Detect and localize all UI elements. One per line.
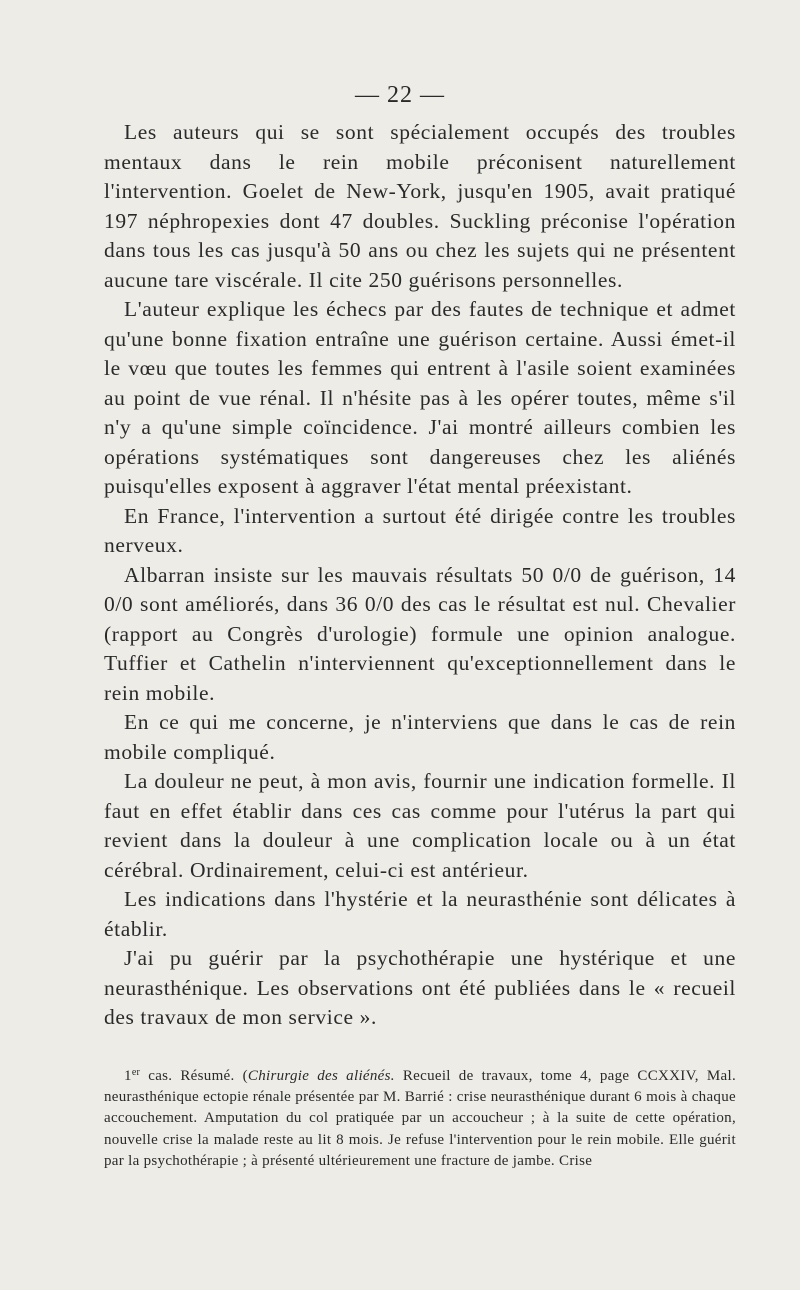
paragraph: En ce qui me concerne, je n'interviens que dans le cas de rein mobile compliqué. — [104, 710, 736, 764]
footnote-citation-open: ( — [242, 1068, 248, 1084]
footnote-paragraph — [104, 1066, 736, 1172]
footnote — [104, 1066, 736, 1172]
paragraph: La douleur ne peut, à mon avis, fournir une indication formelle. Il faut en effet établir dans ces cas comme pour l'utérus la part qui revient dans la douleur à une complication locale ou à un état cérébral. Ordinairement, celui-ci est antérieur. — [104, 769, 736, 882]
paragraph: L'auteur explique les échecs par des fautes de technique et admet qu'une bonne fixation entraîne une guérison certaine. Aussi émet-il le vœu que toutes les femmes qui entrent à l'asile soient examinées au point de vue rénal. Il n'hésite pas à les opérer toutes, même s'il n'y a qu'une simple coïncidence. J'ai montré ailleurs combien les opérations systématiques sont dangereuses chez les aliénés puisqu'elles exposent à aggraver l'état mental préexistant. — [104, 297, 736, 498]
footnote-text: Recueil de travaux, tome 4, page CCXXIV, Mal. neurasthénique ectopie rénale présentée par M. Barrié : crise neurasthénique durant 6 mois à chaque accouchement. Amputation du col pratiquée par un accoucheur ; à la suite de cette opération, nouvelle crise la malade reste au lit 8 mois. Je refuse l'intervention pour le rein mobile. Elle guérit par la psychothérapie ; à présenté ultérieurement une fracture de jambe. Crise — [104, 1068, 736, 1169]
paragraph: Les auteurs qui se sont spécialement occupés des troubles mentaux dans le rein mobile préconisent naturellement l'intervention. Goelet de New-York, jusqu'en 1905, avait pratiqué 197 néphropexies dont 47 doubles. Suckling préconise l'opération dans tous les cas jusqu'à 50 ans ou chez les sujets qui ne présentent aucune tare viscérale. Il cite 250 guérisons personnelles. — [104, 120, 736, 292]
footnote-citation-title: Chirurgie des aliénés. — [247, 1068, 395, 1084]
paragraph: Albarran insiste sur les mauvais résultats 50 0/0 de guérison, 14 0/0 sont améliorés, dans 36 0/0 des cas le résultat est nul. Chevalier (rapport au Congrès d'urologie) formule une opinion analogue. Tuffier et Cathelin n'interviennent qu'exceptionnellement dans le rein mobile. — [104, 562, 736, 705]
paragraph: Les indications dans l'hystérie et la neurasthénie sont délicates à établir. — [104, 887, 736, 941]
footnote-case-number: 1 — [124, 1068, 132, 1084]
page-number: — 22 — — [355, 82, 445, 108]
body-text — [104, 118, 736, 1033]
footnote-case-label: cas. Résumé. — [148, 1068, 235, 1084]
paragraph: En France, l'intervention a surtout été dirigée contre les troubles nerveux. — [104, 503, 736, 557]
paragraph: J'ai pu guérir par la psychothérapie une hystérique et une neurasthénique. Les observations ont été publiées dans le « recueil des travaux de mon service ». — [104, 946, 736, 1029]
footnote-case-suffix: er — [131, 1067, 141, 1078]
